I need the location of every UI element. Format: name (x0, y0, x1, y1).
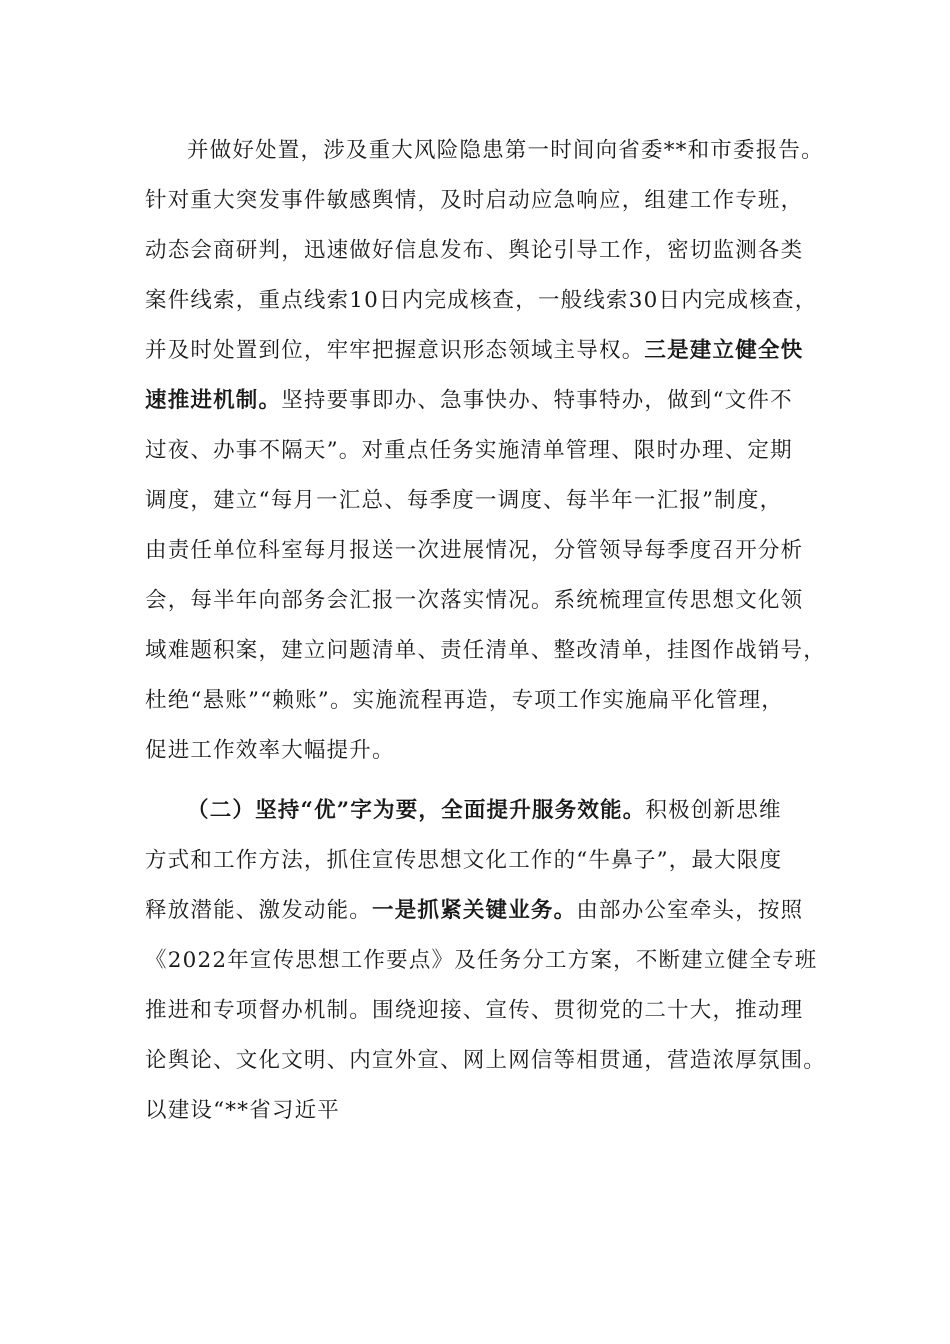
text-line: 由责任单位科室每月报送一次进展情况，分管领导每季度召开分析 (145, 538, 804, 563)
bold-heading: 一是抓紧关键业务。 (372, 898, 577, 923)
section-heading: （二）坚持“优”字为要，全面提升服务效能。 (187, 798, 646, 823)
text-line: 杜绝“悬账”“赖账”。实施流程再造，专项工作实施扁平化管理， (145, 688, 784, 713)
text-line: 方式和工作方法，抓住宣传思想文化工作的“牛鼻子”，最大限度 (145, 848, 783, 873)
text-line: 并做好处置，涉及重大风险隐患第一时间向省委**和市委报告。 (187, 138, 824, 163)
text-line: 速推进机制。坚持要事即办、急事快办、特事特办，做到“文件不 (145, 388, 793, 413)
text-line: 释放潜能、激发动能。一是抓紧关键业务。由部办公室牵头，按照 (145, 898, 804, 923)
paragraph-2 (145, 786, 825, 1136)
text-line: 案件线索，重点线索10日内完成核查，一般线索30日内完成核查， (145, 288, 818, 313)
text-line: 域难题积案，建立问题清单、责任清单、整改清单，挂图作战销号， (145, 638, 827, 663)
bold-heading: 三是建立健全快 (644, 338, 804, 363)
text-line: 调度，建立“每月一汇总、每季度一调度、每半年一汇报”制度， (145, 488, 783, 513)
text-line: 并及时处置到位，牢牢把握意识形态领域主导权。三是建立健全快 (145, 338, 804, 363)
text-line: 过夜、办事不隔天”。对重点任务实施清单管理、限时办理、定期 (145, 438, 793, 463)
text-line: 推进和专项督办机制。围绕迎接、宣传、贯彻党的二十大，推动理 (145, 998, 804, 1023)
text-line: 论舆论、文化文明、内宣外宣、网上网信等相贯通，营造浓厚氛围。 (145, 1048, 827, 1073)
text-line: 促进工作效率大幅提升。 (145, 738, 395, 763)
text-line: 以建设“**省习近平 (145, 1098, 340, 1123)
document-page (145, 126, 825, 1136)
text-line: （二）坚持“优”字为要，全面提升服务效能。积极创新思维 (187, 798, 782, 823)
text-line: 动态会商研判，迅速做好信息发布、舆论引导工作，密切监测各类 (145, 238, 804, 263)
bold-heading: 速推进机制。 (145, 388, 282, 413)
paragraph-1 (145, 126, 825, 776)
text-line: 针对重大突发事件敏感舆情，及时启动应急响应，组建工作专班， (145, 188, 804, 213)
text-line: 会，每半年向部务会汇报一次落实情况。系统梳理宣传思想文化领 (145, 588, 804, 613)
text-line: 《2022年宣传思想工作要点》及任务分工方案，不断建立健全专班 (145, 948, 818, 973)
